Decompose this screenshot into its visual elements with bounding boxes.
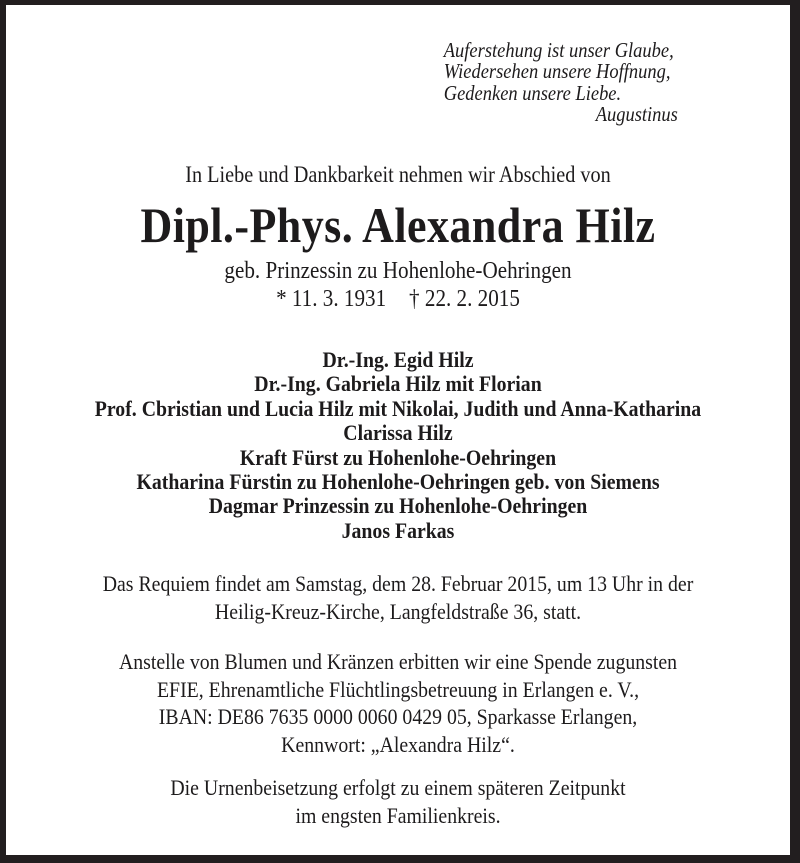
intro-line: In Liebe und Dankbarkeit nehmen wir Abschied von	[185, 162, 611, 187]
burial-paragraph	[48, 774, 748, 829]
mourner-name: Clarissa Hilz	[343, 420, 453, 446]
burial-line: Die Urnenbeisetzung erfolgt zu einem späteren Zeitpunkt	[170, 775, 626, 800]
epigraph-attribution: Augustinus	[595, 101, 678, 126]
mourner-name: Dr.-Ing. Egid Hilz	[322, 347, 474, 372]
mourner-name: Katharina Fürstin zu Hohenlohe-Oehringen geb. von Siemens	[136, 469, 660, 495]
maiden-name-line: geb. Prinzessin zu Hohenlohe-Oehringen	[224, 258, 572, 284]
death-date: † 22. 2. 2015	[409, 286, 520, 312]
burial-line: im engsten Familienkreis.	[295, 802, 501, 828]
donation-line: IBAN: DE86 7635 0000 0060 0429 05, Sparkasse Erlangen,	[158, 704, 638, 729]
birth-date: * 11. 3. 1931	[276, 286, 387, 312]
epigraph	[444, 40, 678, 125]
service-paragraph	[48, 570, 748, 625]
mourner-name: Prof. Cbristian und Lucia Hilz mit Nikolai, Judith und Anna-Katharina	[94, 395, 702, 421]
epigraph-line: Auferstehung ist unser Glaube,	[443, 38, 674, 62]
donation-line: Kennwort: „Alexandra Hilz“.	[281, 731, 515, 757]
mourner-name: Kraft Fürst zu Hohenlohe-Oehringen	[239, 444, 557, 470]
service-line: Heilig-Kreuz-Kirche, Langfeldstraße 36, statt.	[214, 598, 582, 624]
mourner-name: Dagmar Prinzessin zu Hohenlohe-Oehringen	[208, 493, 588, 519]
donation-line: Anstelle von Blumen und Kränzen erbitten wir eine Spende zugunsten	[118, 649, 678, 674]
mourner-name: Dr.-Ing. Gabriela Hilz mit Florian	[254, 371, 542, 397]
notice-content	[48, 0, 752, 863]
epigraph-line: Gedenken unsere Liebe.	[443, 80, 622, 105]
epigraph-line: Wiedersehen unsere Hoffnung,	[443, 59, 671, 84]
service-line: Das Requiem findet am Samstag, dem 28. Februar 2015, um 13 Uhr in der	[102, 571, 694, 596]
mourners-list	[48, 348, 748, 543]
life-dates	[48, 286, 748, 312]
deceased-name: Dipl.-Phys. Alexandra Hilz	[140, 197, 656, 253]
donation-paragraph	[48, 648, 748, 758]
donation-line: EFIE, Ehrenamtliche Flüchtlingsbetreuung in Erlangen e. V.,	[156, 676, 640, 702]
mourner-name: Janos Farkas	[341, 517, 455, 543]
